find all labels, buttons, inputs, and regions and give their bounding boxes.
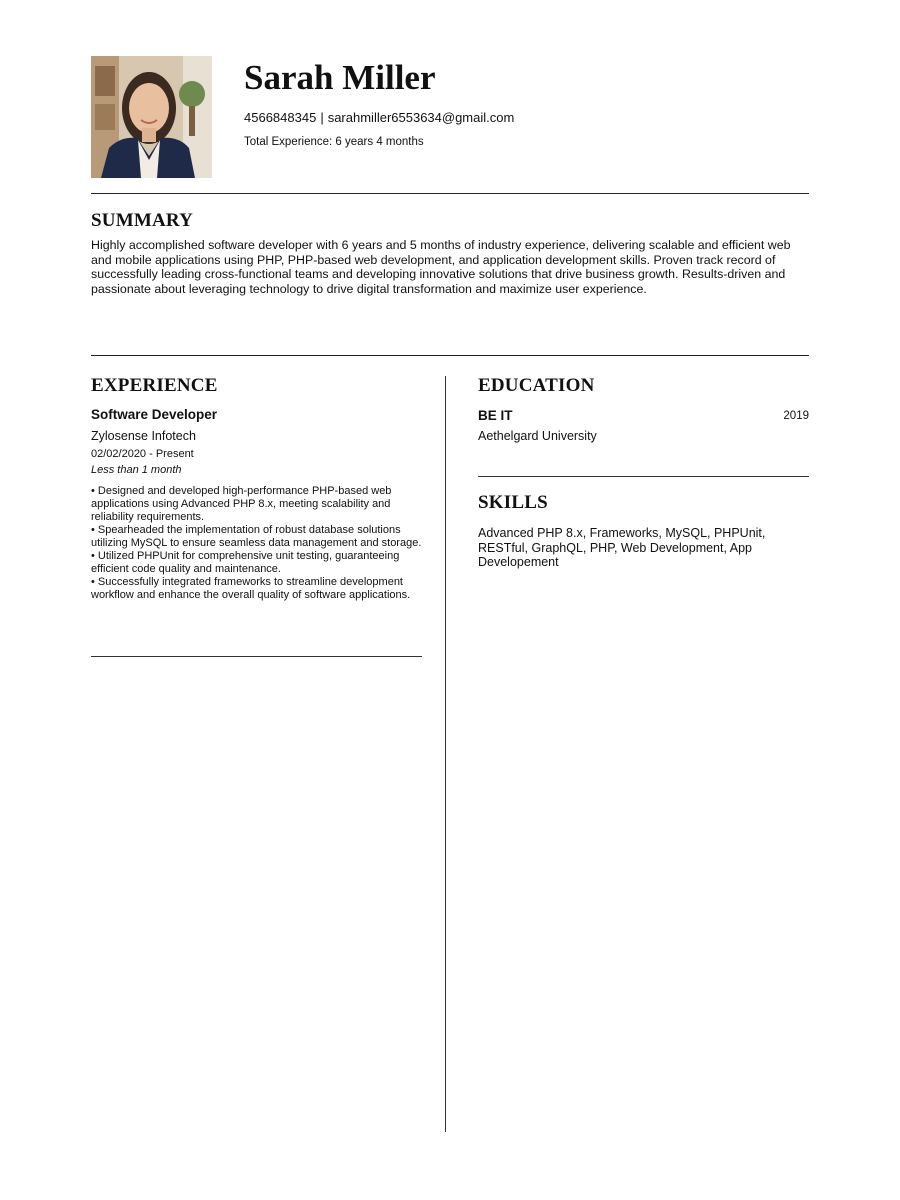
- education-divider: [478, 476, 809, 477]
- experience-heading: EXPERIENCE: [91, 375, 218, 396]
- contact-line: [244, 110, 514, 126]
- bullet-item: • Utilized PHPUnit for comprehensive unit testing, guaranteeing efficient code quality and maintenance.: [91, 550, 400, 575]
- school-name: Aethelgard University: [478, 429, 597, 443]
- job-bullets: [91, 485, 426, 602]
- profile-photo: [91, 56, 212, 178]
- degree: BE IT: [478, 408, 513, 423]
- graduation-year: 2019: [783, 410, 809, 422]
- contact-separator: |: [320, 110, 324, 125]
- bullet-item: • Spearheaded the implementation of robust database solutions utilizing MySQL to ensure seamless data management and storage.: [91, 524, 422, 549]
- skills-heading: SKILLS: [478, 492, 548, 513]
- column-divider: [445, 376, 446, 1132]
- phone-number: 4566848345: [244, 110, 317, 125]
- experience-divider: [91, 656, 422, 657]
- summary-heading: SUMMARY: [91, 210, 194, 231]
- bullet-item: • Designed and developed high-performance PHP-based web applications using Advanced PHP 8.x, meeting scalability and reliability requirements.: [91, 485, 392, 523]
- candidate-name: Sarah Miller: [244, 58, 436, 97]
- skills-list: Advanced PHP 8.x, Frameworks, MySQL, PHPUnit, RESTful, GraphQL, PHP, Web Development, App Developement: [478, 526, 766, 569]
- total-experience: Total Experience: 6 years 4 months: [244, 136, 424, 148]
- education-heading: EDUCATION: [478, 375, 595, 396]
- job-title: Software Developer: [91, 407, 218, 422]
- company-name: Zylosense Infotech: [91, 429, 196, 443]
- header-divider: [91, 193, 809, 194]
- summary-text: Highly accomplished software developer with 6 years and 5 months of industry experience, delivering scalable and efficient web and mobile applications using PHP, PHP-based web development, and application development skills. Proven track record of successfully leading cross-functional teams and developing innovative solutions that drive business growth. Results-driven and passionate about leveraging technology to drive digital transformation and maximize user experience.: [91, 238, 791, 296]
- summary-divider: [91, 355, 809, 356]
- email-address: sarahmiller6553634@gmail.com: [327, 110, 515, 125]
- job-duration: Less than 1 month: [91, 464, 182, 476]
- job-dates: 02/02/2020 - Present: [91, 448, 194, 460]
- bullet-item: • Successfully integrated frameworks to streamline development workflow and enhance the overall quality of software applications.: [91, 576, 411, 601]
